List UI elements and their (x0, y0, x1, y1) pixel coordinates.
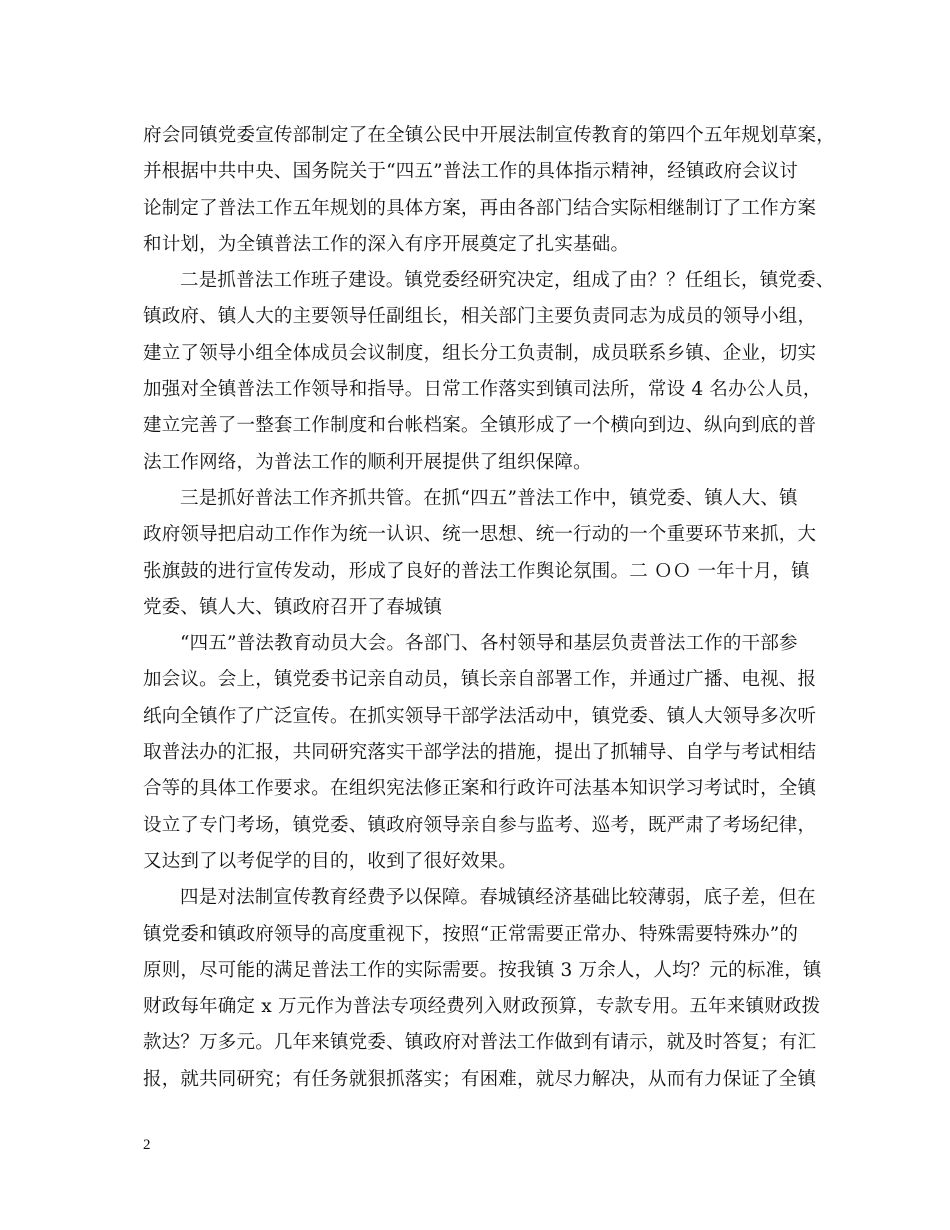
text-line: 款达？万多元。几年来镇党委、镇政府对普法工作做到有请示，就及时答复；有汇 (143, 1032, 817, 1054)
text-line: “四五”普法教育动员大会。各部门、各村领导和基层负责普法工作的干部参 (180, 633, 798, 655)
text-line: 原则，尽可能的满足普法工作的实际需要。按我镇 3 万余人，人均？元的标准，镇 (143, 959, 822, 981)
text-line: 和计划，为全镇普法工作的深入有序开展奠定了扎实基础。 (143, 233, 630, 255)
text-line: 又达到了以考促学的目的，收到了很好效果。 (143, 850, 518, 872)
text-line: 二是抓普法工作班子建设。镇党委经研究决定，组成了由？？任组长，镇党委、 (180, 270, 835, 292)
text-line: 镇政府、镇人大的主要领导任副组长，相关部门主要负责同志为成员的领导小组， (143, 306, 817, 328)
text-line: 张旗鼓的进行宣传发动，形成了良好的普法工作舆论氛围。二 ＯＯ 一年十月，镇 (143, 560, 810, 582)
text-line: 法工作网络，为普法工作的顺利开展提供了组织保障。 (143, 451, 592, 473)
page-number: 2 (143, 1137, 151, 1153)
paragraph (143, 626, 825, 880)
paragraph (143, 263, 835, 481)
text-line: 设立了专门考场，镇党委、镇政府领导亲自参与监考、巡考，既严肃了考场纪律， (143, 814, 817, 836)
document-body (143, 118, 835, 1098)
paragraph (143, 118, 835, 263)
paragraph (143, 481, 825, 626)
text-line: 府会同镇党委宣传部制定了在全镇公民中开展法制宣传教育的第四个五年规划草案， (143, 125, 835, 146)
text-line: 加会议。会上，镇党委书记亲自动员，镇长亲自部署工作，并通过广播、电视、报 (143, 669, 817, 691)
text-line: 纸向全镇作了广泛宣传。在抓实领导干部学法活动中，镇党委、镇人大领导多次听 (143, 705, 817, 727)
text-line: 加强对全镇普法工作领导和指导。日常工作落实到镇司法所，常设 4 名办公人员， (143, 379, 822, 401)
text-line: 论制定了普法工作五年规划的具体方案，再由各部门结合实际相继制订了工作方案 (143, 197, 817, 219)
text-line: 建立完善了一整套工作制度和台帐档案。全镇形成了一个横向到边、纵向到底的普 (143, 415, 817, 437)
text-line: 三是抓好普法工作齐抓共管。在抓“四五”普法工作中，镇党委、镇人大、镇 (180, 487, 798, 509)
text-line: 建立了领导小组全体成员会议制度，组长分工负责制，成员联系乡镇、企业，切实 (143, 342, 817, 364)
text-line: 党委、镇人大、镇政府召开了春城镇 (143, 596, 443, 618)
text-line: 并根据中共中央、国务院关于“四五”普法工作的具体指示精神，经镇政府会议讨 (143, 161, 799, 183)
text-line: 四是对法制宣传教育经费予以保障。春城镇经济基础比较薄弱，底子差，但在 (180, 887, 816, 909)
paragraph (143, 880, 825, 1098)
text-line: 取普法办的汇报，共同研究落实干部学法的措施，提出了抓辅导、自学与考试相结 (143, 742, 817, 764)
text-line: 政府领导把启动工作作为统一认识、统一思想、统一行动的一个重要环节来抓，大 (143, 524, 817, 546)
text-line: 财政每年确定 x 万元作为普法专项经费列入财政预算，专款专用。五年来镇财政拨 (143, 996, 821, 1018)
text-line: 合等的具体工作要求。在组织宪法修正案和行政许可法基本知识学习考试时，全镇 (143, 778, 817, 800)
text-line: 镇党委和镇政府领导的高度重视下，按照“正常需要正常办、特殊需要特殊办”的 (143, 923, 799, 945)
text-line: 报，就共同研究；有任务就狠抓落实；有困难，就尽力解决，从而有力保证了全镇 (143, 1068, 817, 1090)
